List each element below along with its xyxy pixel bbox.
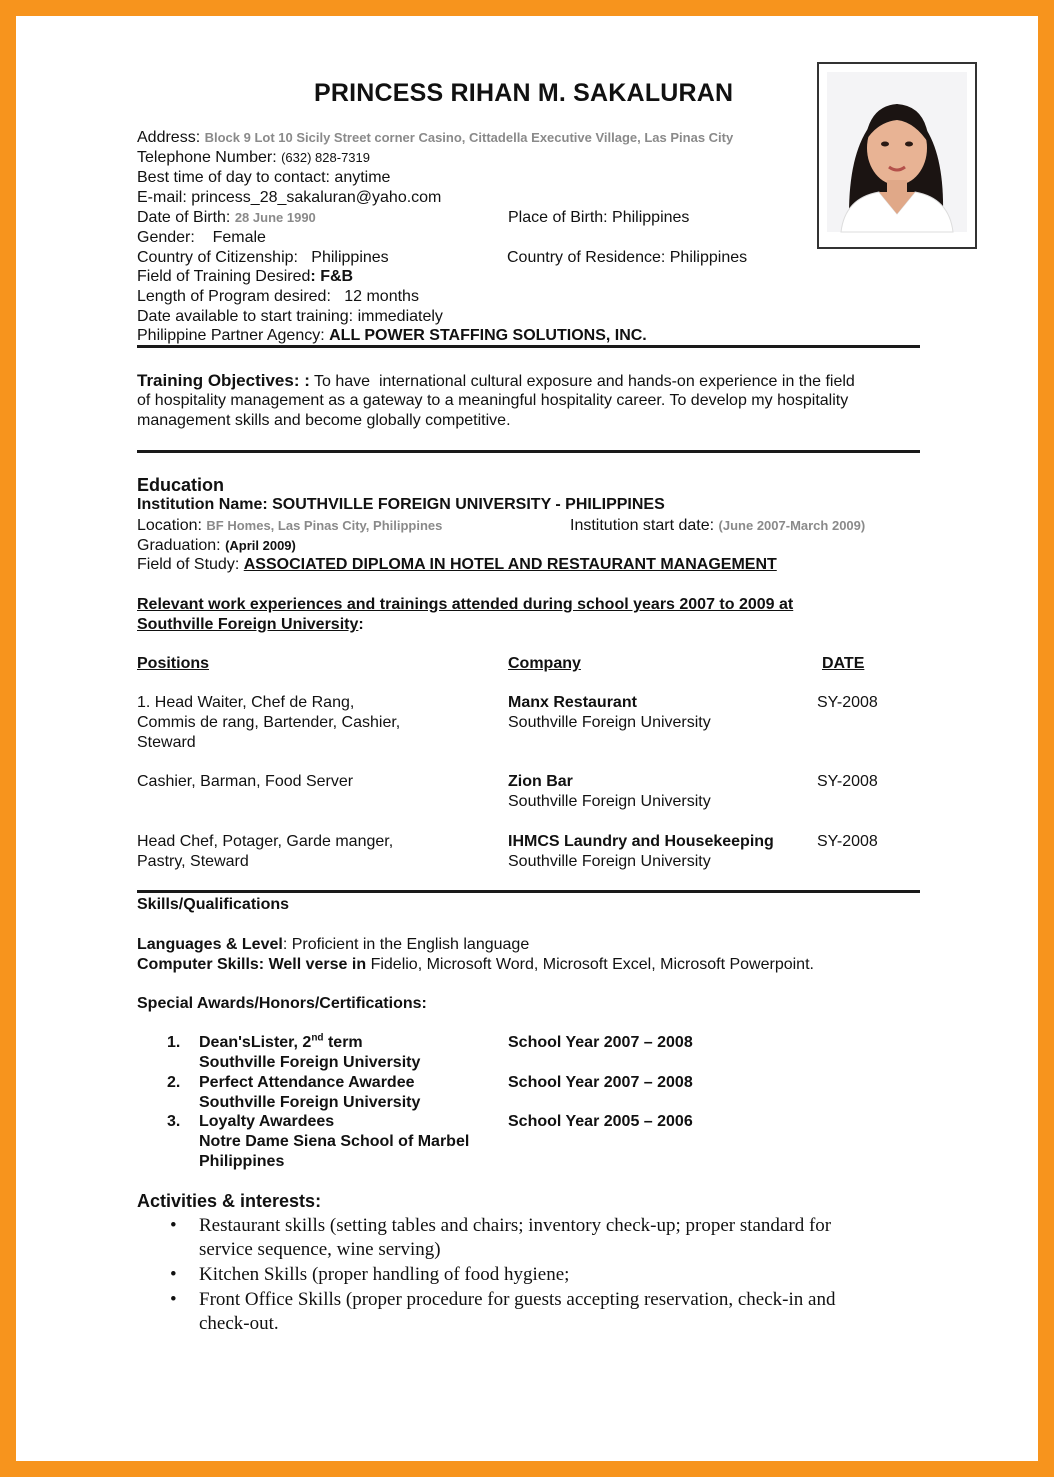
computer-skills-line <box>137 955 814 975</box>
work-row-2-date: SY-2008 <box>817 773 878 790</box>
email-line: E-mail: princess_28_sakaluran@yaho.com <box>137 189 442 206</box>
pob-line: Place of Birth: Philippines <box>508 209 690 226</box>
award-1-number: 1. <box>167 1034 181 1051</box>
agency-value: ALL POWER STAFFING SOLUTIONS, INC. <box>329 327 647 344</box>
computer-skills-label: Computer Skills: Well verse in <box>137 956 367 973</box>
award-1-superscript: nd <box>311 1032 324 1044</box>
training-value: : F&B <box>310 268 354 285</box>
work-row-3-position-1: Head Chef, Potager, Garde manger, <box>137 833 394 850</box>
award-3-title: Loyalty Awardees <box>199 1113 335 1130</box>
activity-2-line-1: Kitchen Skills (proper handling of food hygiene; <box>199 1264 570 1285</box>
telephone-label: Telephone Number: <box>137 149 277 166</box>
gender-line: Gender: Female <box>137 229 266 246</box>
residence-line: Country of Residence: Philippines <box>507 249 748 266</box>
work-heading-line-2 <box>137 615 364 635</box>
activity-3-bullet: • <box>170 1289 177 1310</box>
location-label: Location: <box>137 517 202 534</box>
location-value: BF Homes, Las Pinas City, Philippines <box>206 518 443 533</box>
work-row-1-company-sub: Southville Foreign University <box>508 714 711 731</box>
computer-skills-value: Fidelio, Microsoft Word, Microsoft Excel, Microsoft Powerpoint. <box>370 956 814 973</box>
activity-1-bullet: • <box>170 1215 177 1236</box>
languages-value: : Proficient in the English language <box>282 936 530 953</box>
award-1-title-text: Dean'sLister, 2 <box>199 1034 312 1051</box>
dob-label: Date of Birth: <box>137 209 231 226</box>
address-line <box>137 128 733 148</box>
award-1-year: School Year 2007 – 2008 <box>508 1034 693 1051</box>
work-row-1-position-1: 1. Head Waiter, Chef de Rang, <box>137 694 355 711</box>
activity-3-line-2: check-out. <box>199 1313 279 1334</box>
length-line: Length of Program desired: 12 months <box>137 288 419 305</box>
work-row-1-position-2: Commis de rang, Bartender, Cashier, <box>137 714 401 731</box>
field-of-study-line <box>137 555 777 575</box>
work-row-3-date: SY-2008 <box>817 833 878 850</box>
address-value: Block 9 Lot 10 Sicily Street corner Casino, Cittadella Executive Village, Las Pinas City <box>204 130 734 145</box>
awards-heading: Special Awards/Honors/Certifications: <box>137 995 427 1012</box>
field-of-study-value: ASSOCIATED DIPLOMA IN HOTEL AND RESTAURANT MANAGEMENT <box>243 556 777 573</box>
col-date: DATE <box>822 655 865 672</box>
work-row-2-company-sub: Southville Foreign University <box>508 793 711 810</box>
training-label: Field of Training Desired <box>137 268 311 285</box>
work-heading-colon: : <box>358 616 364 633</box>
work-heading-line-1: Relevant work experiences and trainings attended during school years 2007 to 2009 at <box>137 596 794 613</box>
objectives-line-1 <box>137 371 855 392</box>
objectives-line-2: of hospitality management as a gateway to a meaningful hospitality career. To develop my hospitality <box>137 392 849 409</box>
activity-1-line-2: service sequence, wine serving) <box>199 1239 441 1260</box>
languages-line <box>137 935 529 955</box>
start-line: Date available to start training: immediately <box>137 308 443 325</box>
award-2-number: 2. <box>167 1074 181 1091</box>
activities-heading: Activities & interests: <box>137 1191 322 1211</box>
field-of-study-label: Field of Study: <box>137 556 240 573</box>
applicant-photo <box>817 62 977 249</box>
languages-label: Languages & Level <box>137 936 283 953</box>
graduation-label: Graduation: <box>137 537 221 554</box>
graduation-line <box>137 536 296 556</box>
best-time-line: Best time of day to contact: anytime <box>137 169 391 186</box>
institution-line: Institution Name: SOUTHVILLE FOREIGN UNIVERSITY - PHILIPPINES <box>137 496 665 513</box>
work-row-3-position-2: Pastry, Steward <box>137 853 249 870</box>
award-2-title: Perfect Attendance Awardee <box>199 1074 415 1091</box>
activity-3-line-1: Front Office Skills (proper procedure for guests accepting reservation, check-in and <box>199 1289 836 1310</box>
graduation-value: (April 2009) <box>225 538 296 553</box>
award-3-year: School Year 2005 – 2006 <box>508 1113 693 1130</box>
work-heading-university: Southville Foreign University <box>137 616 359 633</box>
agency-label: Philippine Partner Agency: <box>137 327 325 344</box>
location-line <box>137 516 442 536</box>
dob-line <box>137 208 316 228</box>
start-date-value: (June 2007-March 2009) <box>718 518 866 533</box>
award-1-title-suffix: term <box>323 1034 363 1051</box>
col-positions: Positions <box>137 655 210 672</box>
work-row-3-company-sub: Southville Foreign University <box>508 853 711 870</box>
objectives-text-1: To have international cultural exposure and hands-on experience in the field <box>314 373 855 390</box>
objectives-heading: Training Objectives: : <box>137 371 310 390</box>
work-row-2-company: Zion Bar <box>508 773 573 790</box>
divider-objectives <box>137 450 920 453</box>
start-date-label: Institution start date: <box>570 517 715 534</box>
telephone-value: (632) 828-7319 <box>281 150 370 165</box>
agency-line <box>137 326 647 346</box>
activity-2-bullet: • <box>170 1264 177 1285</box>
work-row-1-date: SY-2008 <box>817 694 878 711</box>
award-2-year: School Year 2007 – 2008 <box>508 1074 693 1091</box>
award-3-institution-country: Philippines <box>199 1153 285 1170</box>
dob-value: 28 June 1990 <box>234 210 316 225</box>
education-heading: Education <box>137 475 225 495</box>
start-date-line <box>570 516 865 536</box>
divider-contact <box>137 345 920 348</box>
work-row-1-position-3: Steward <box>137 734 196 751</box>
award-3-number: 3. <box>167 1113 181 1130</box>
divider-work <box>137 890 920 893</box>
work-row-2-position-1: Cashier, Barman, Food Server <box>137 773 354 790</box>
award-2-institution: Southville Foreign University <box>199 1094 421 1111</box>
skills-heading: Skills/Qualifications <box>137 896 290 913</box>
work-row-1-company: Manx Restaurant <box>508 694 637 711</box>
activity-1-line-1: Restaurant skills (setting tables and chairs; inventory check-up; proper standard for <box>199 1215 832 1236</box>
award-3-institution: Notre Dame Siena School of Marbel <box>199 1133 470 1150</box>
objectives-line-3: management skills and become globally competitive. <box>137 412 511 429</box>
address-label: Address: <box>137 129 201 146</box>
training-line <box>137 267 353 287</box>
award-1-institution: Southville Foreign University <box>199 1054 421 1071</box>
col-company: Company <box>508 655 581 672</box>
award-1-title <box>199 1033 363 1053</box>
applicant-name: PRINCESS RIHAN M. SAKALURAN <box>314 79 734 107</box>
citizenship-line: Country of Citizenship: Philippines <box>137 249 389 266</box>
telephone-line <box>137 148 370 168</box>
portrait-illustration <box>819 64 975 247</box>
work-row-3-company: IHMCS Laundry and Housekeeping <box>508 833 774 850</box>
